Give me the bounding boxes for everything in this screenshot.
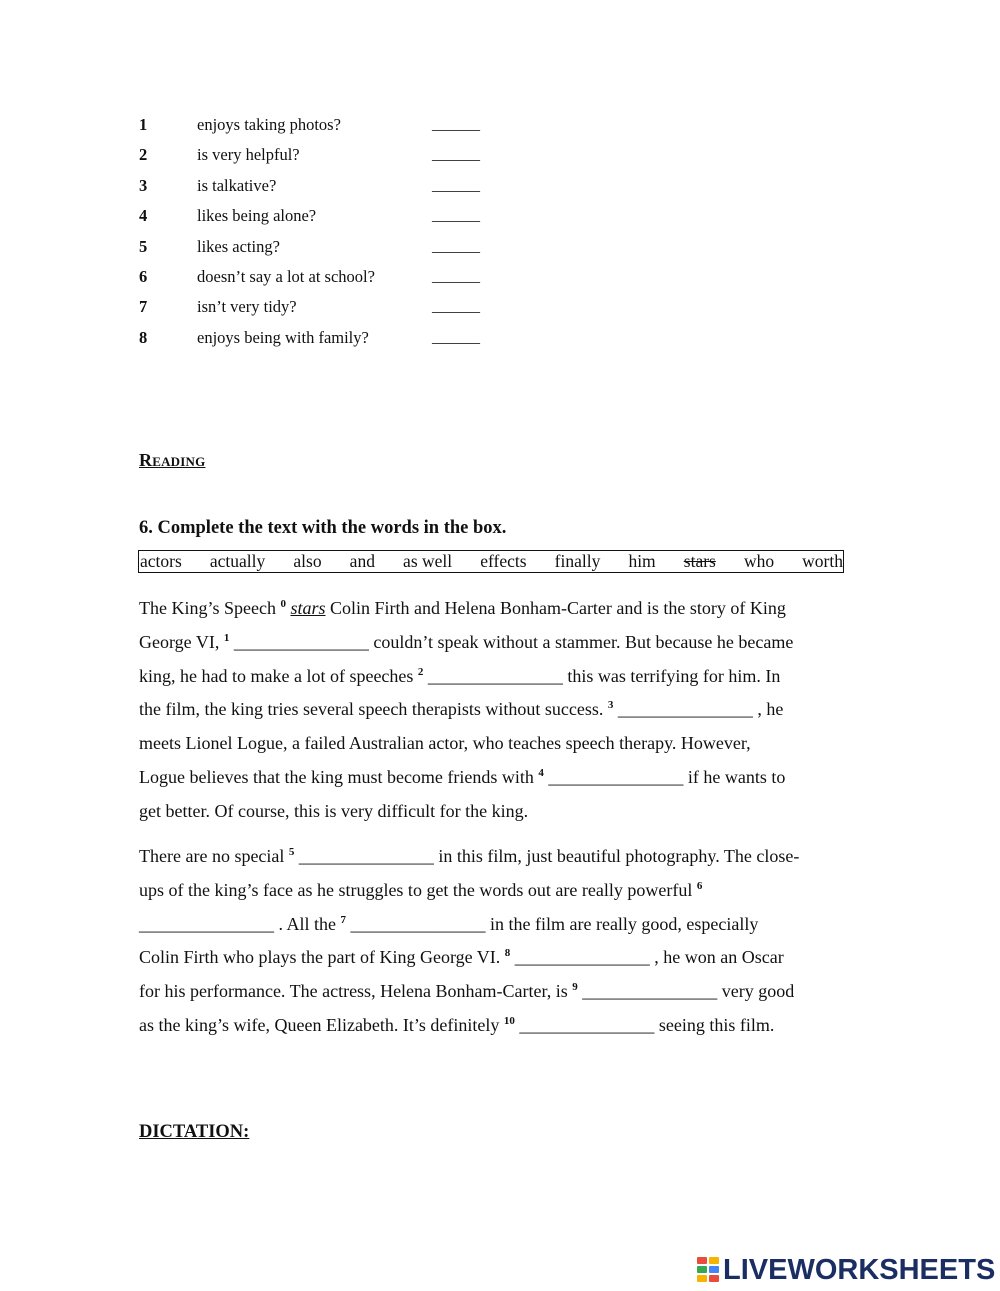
- text-line: [139, 874, 861, 908]
- word-box-item: actually: [209, 551, 266, 571]
- text-line: get better. Of course, this is very difficult for the king.: [139, 800, 529, 821]
- question-row: [139, 205, 519, 235]
- logo-block: [709, 1257, 719, 1264]
- text-line: [139, 908, 861, 942]
- question-row: [139, 175, 519, 205]
- text-fragment: very good: [717, 981, 795, 1002]
- answer-blank[interactable]: ______: [432, 116, 480, 133]
- gap-blank[interactable]: _______________: [427, 665, 563, 686]
- word-box-item: and: [349, 551, 375, 571]
- text-line: [139, 840, 861, 874]
- word-box-item: as well: [403, 551, 453, 571]
- question-row: [139, 266, 519, 296]
- word-box-item: effects: [480, 551, 527, 571]
- gap-blank[interactable]: _______________: [233, 631, 369, 652]
- logo-block: [697, 1257, 707, 1264]
- text-fragment: , he won an Oscar: [649, 947, 784, 968]
- gap-number: 5: [288, 846, 295, 858]
- question-text: isn’t very tidy?: [197, 297, 297, 317]
- text-fragment: . All the: [274, 913, 341, 934]
- question-row: [139, 296, 519, 326]
- answer-blank[interactable]: ______: [432, 267, 480, 285]
- answer-blank[interactable]: ______: [432, 298, 480, 316]
- question-row: [139, 114, 519, 144]
- text-line: [139, 975, 861, 1009]
- reading-paragraph-2: [139, 840, 861, 1043]
- text-fragment: in this film, just beautiful photography. The close-: [433, 846, 800, 866]
- dictation-heading: DICTATION:: [139, 1122, 250, 1142]
- word-box-item: who: [743, 551, 775, 571]
- text-line: meets Lionel Logue, a failed Australian actor, who teaches speech therapy. However,: [139, 733, 751, 754]
- gap-blank[interactable]: _______________: [617, 699, 753, 720]
- gap-number: 0: [280, 598, 286, 610]
- question-text: likes acting?: [197, 236, 280, 256]
- text-fragment: Colin Firth who plays the part of King George VI.: [139, 947, 505, 968]
- gap-blank[interactable]: _______________: [519, 1014, 655, 1035]
- gap-blank[interactable]: _______________: [514, 947, 650, 968]
- text-fragment: ups of the king’s face as he struggles to get the words out are really powerful: [139, 879, 697, 900]
- text-line: [139, 761, 861, 795]
- reading-paragraph-1: [139, 592, 861, 829]
- text-fragment: There are no special: [139, 846, 289, 866]
- word-box-item: worth: [802, 551, 843, 571]
- word-box-item: also: [293, 551, 322, 571]
- question-text: is very helpful?: [197, 145, 300, 165]
- gap-number: 10: [503, 1014, 515, 1027]
- example-answer: stars: [290, 598, 326, 618]
- logo-block: [697, 1275, 707, 1282]
- question-number: 2: [139, 145, 148, 165]
- text-fragment: this was terrifying for him. In: [562, 665, 781, 686]
- question-number: 4: [139, 206, 148, 226]
- gap-blank[interactable]: _______________: [548, 766, 684, 787]
- text-fragment: seeing this film.: [654, 1014, 775, 1035]
- question-row: [139, 144, 519, 174]
- answer-blank[interactable]: ______: [432, 176, 480, 194]
- text-line: [139, 660, 861, 694]
- gap-number: 2: [417, 665, 424, 678]
- logo-blocks-icon: [697, 1257, 721, 1283]
- question-text: likes being alone?: [197, 206, 317, 226]
- gap-number: 9: [572, 981, 578, 994]
- question-text: is talkative?: [197, 175, 277, 195]
- gap-blank[interactable]: _______________: [298, 846, 434, 866]
- answer-blank[interactable]: ______: [432, 146, 480, 164]
- word-box-item: finally: [554, 551, 601, 571]
- gap-number: 3: [607, 699, 614, 712]
- text-fragment: George VI,: [139, 631, 224, 652]
- gap-number: 8: [504, 947, 511, 960]
- text-line: [139, 626, 861, 660]
- gap-number: 1: [223, 631, 230, 644]
- word-box-item-used: stars: [683, 551, 716, 571]
- text-line: [139, 941, 861, 975]
- question-row: [139, 327, 519, 357]
- text-fragment: the film, the king tries several speech therapists without success.: [139, 699, 608, 720]
- question-number: 7: [139, 297, 148, 317]
- question-text: enjoys taking photos?: [197, 115, 341, 134]
- logo-text: LIVEWORKSHEETS: [723, 1254, 996, 1286]
- answer-blank[interactable]: ______: [432, 237, 480, 255]
- text-line: [139, 592, 861, 626]
- gap-blank[interactable]: _______________: [139, 913, 274, 934]
- logo-block: [709, 1266, 719, 1273]
- question-row: [139, 236, 519, 266]
- answer-blank[interactable]: ______: [432, 207, 480, 225]
- text-fragment: couldn’t speak without a stammer. But because he became: [368, 631, 794, 652]
- text-line: [139, 1009, 861, 1043]
- answer-blank[interactable]: ______: [432, 328, 480, 346]
- word-box-item: him: [628, 551, 656, 571]
- question-number: 3: [139, 175, 148, 195]
- text-fragment: in the film are really good, especially: [485, 913, 759, 934]
- question-list: [139, 114, 519, 357]
- question-number: 8: [139, 327, 148, 347]
- text-fragment: Colin Firth and Helena Bonham-Carter and is the story of King: [325, 598, 786, 618]
- word-box-item: actors: [140, 551, 182, 571]
- logo-block: [697, 1266, 707, 1273]
- word-box: [138, 550, 844, 573]
- reading-heading: Reading: [139, 450, 206, 470]
- question-text: doesn’t say a lot at school?: [197, 266, 375, 286]
- gap-number: 7: [340, 913, 346, 926]
- gap-blank[interactable]: _______________: [350, 913, 486, 934]
- question-number: 5: [139, 236, 148, 256]
- text-fragment: Logue believes that the king must become friends with: [139, 766, 539, 787]
- task-title: 6. Complete the text with the words in the box.: [139, 518, 507, 538]
- gap-number: 4: [538, 766, 544, 779]
- gap-number: 6: [696, 879, 703, 892]
- logo-block: [709, 1275, 719, 1282]
- text-line: [139, 693, 861, 727]
- question-text: enjoys being with family?: [197, 327, 369, 347]
- text-fragment: if he wants to: [683, 766, 786, 787]
- liveworksheets-logo: [697, 1254, 995, 1286]
- question-number: 1: [139, 115, 148, 134]
- text-fragment: , he: [752, 699, 784, 720]
- text-fragment: for his performance. The actress, Helena Bonham-Carter, is: [139, 981, 573, 1002]
- question-number: 6: [139, 266, 148, 286]
- gap-blank[interactable]: _______________: [582, 981, 718, 1002]
- text-fragment: as the king’s wife, Queen Elizabeth. It’s definitely: [139, 1014, 504, 1035]
- text-fragment: The King’s Speech: [139, 598, 281, 618]
- text-fragment: king, he had to make a lot of speeches: [139, 665, 418, 686]
